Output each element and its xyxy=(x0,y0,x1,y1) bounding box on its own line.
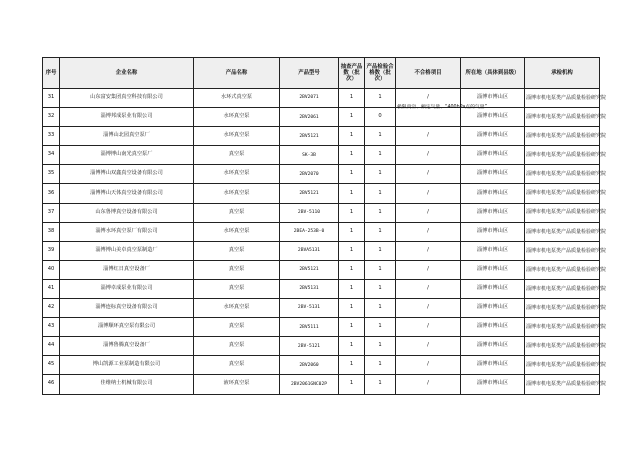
cell-company: 淄博顺环真空泵有限公司 xyxy=(60,318,194,337)
table-row xyxy=(43,108,600,127)
cell-company: 淄博博山南光真空泵厂 xyxy=(60,146,194,165)
cell-product: 真空泵 xyxy=(194,279,280,298)
table-row xyxy=(43,260,600,279)
cell-inspector: 淄博市机电泵类产品质量检验研究院 xyxy=(525,165,600,184)
cell-company: 淄博鲁腾真空设备厂 xyxy=(60,337,194,356)
cell-product: 真空泵 xyxy=(194,318,280,337)
cell-product: 真空泵 xyxy=(194,356,280,375)
table-row xyxy=(43,222,600,241)
table-row xyxy=(43,146,600,165)
cell-qualified: 1 xyxy=(365,165,396,184)
cell-failed-items: / xyxy=(396,279,461,298)
cell-inspector: 淄博市机电泵类产品质量检验研究院 xyxy=(525,222,600,241)
cell-qualified: 1 xyxy=(365,127,396,146)
cell-seq: 43 xyxy=(43,318,60,337)
cell-seq: 37 xyxy=(43,203,60,222)
cell-model: 2BV5121 xyxy=(280,184,339,203)
cell-product: 水环式真空泵 xyxy=(194,89,280,108)
cell-product: 真空泵 xyxy=(194,241,280,260)
cell-sampled: 1 xyxy=(339,89,365,108)
cell-seq: 33 xyxy=(43,127,60,146)
cell-sampled: 1 xyxy=(339,318,365,337)
cell-model: 2BV5111 xyxy=(280,318,339,337)
cell-inspector: 淄博市机电泵类产品质量检验研究院 xyxy=(525,337,600,356)
header-inspector: 承检机构 xyxy=(525,58,600,89)
cell-company: 淄博连标真空设备有限公司 xyxy=(60,299,194,318)
table-row xyxy=(43,279,600,298)
cell-sampled: 1 xyxy=(339,337,365,356)
inspection-results-table xyxy=(42,57,607,395)
cell-location: 淄博市博山区 xyxy=(461,108,525,127)
cell-sampled: 1 xyxy=(339,260,365,279)
cell-seq: 34 xyxy=(43,146,60,165)
table-row xyxy=(43,127,600,146)
cell-company: 山东鲁博真空设备有限公司 xyxy=(60,203,194,222)
table-row xyxy=(43,89,600,108)
cell-inspector: 淄博市机电泵类产品质量检验研究院 xyxy=(525,184,600,203)
header-location: 所在地（具体到县级） xyxy=(461,58,525,89)
cell-model: 2BV5131 xyxy=(280,279,339,298)
cell-company: 淄博卓成泵业有限公司 xyxy=(60,279,194,298)
cell-failed-items: / xyxy=(396,318,461,337)
cell-inspector: 淄博市机电泵类产品质量检验研究院 xyxy=(525,356,600,375)
cell-model: 2BVA5131 xyxy=(280,241,339,260)
cell-model: 2BV2060 xyxy=(280,356,339,375)
table-row xyxy=(43,299,600,318)
table-row xyxy=(43,241,600,260)
cell-sampled: 1 xyxy=(339,375,365,394)
cell-product: 水环真空泵 xyxy=(194,165,280,184)
cell-location: 淄博市博山区 xyxy=(461,127,525,146)
cell-location: 淄博市博山区 xyxy=(461,241,525,260)
cell-sampled: 1 xyxy=(339,279,365,298)
cell-sampled: 1 xyxy=(339,241,365,260)
cell-seq: 41 xyxy=(43,279,60,298)
cell-failed-items: / xyxy=(396,241,461,260)
cell-company: 淄博水环真空泵厂有限公司 xyxy=(60,222,194,241)
cell-inspector: 淄博市机电泵类产品质量检验研究院 xyxy=(525,146,600,165)
cell-inspector: 淄博市机电泵类产品质量检验研究院 xyxy=(525,318,600,337)
cell-inspector: 淄博市机电泵类产品质量检验研究院 xyxy=(525,203,600,222)
cell-qualified: 1 xyxy=(365,146,396,165)
cell-qualified: 1 xyxy=(365,375,396,394)
cell-location: 淄博市博山区 xyxy=(461,184,525,203)
cell-location: 淄博市博山区 xyxy=(461,299,525,318)
cell-location: 淄博市博山区 xyxy=(461,318,525,337)
cell-qualified: 1 xyxy=(365,318,396,337)
cell-location: 淄博市博山区 xyxy=(461,89,525,108)
cell-seq: 36 xyxy=(43,184,60,203)
cell-qualified: 1 xyxy=(365,279,396,298)
cell-failed-items: / xyxy=(396,375,461,394)
cell-location: 淄博市博山区 xyxy=(461,337,525,356)
table-row xyxy=(43,337,600,356)
cell-model: 2BV-5131 xyxy=(280,299,339,318)
header-seq: 序号 xyxy=(43,58,60,89)
cell-product: 真空泵 xyxy=(194,337,280,356)
cell-model: 2BV-5110 xyxy=(280,203,339,222)
table-row xyxy=(43,165,600,184)
cell-inspector: 淄博市机电泵类产品质量检验研究院 xyxy=(525,241,600,260)
cell-model: 2BV5121 xyxy=(280,127,339,146)
cell-inspector: 淄博市机电泵类产品质量检验研究院 xyxy=(525,375,600,394)
cell-failed-items: / xyxy=(396,184,461,203)
cell-location: 淄博市博山区 xyxy=(461,375,525,394)
cell-inspector: 淄博市机电泵类产品质量检验研究院 xyxy=(525,279,600,298)
cell-failed-items: / xyxy=(396,337,461,356)
cell-failed-items: / xyxy=(396,146,461,165)
cell-model: 2BV2070 xyxy=(280,165,339,184)
cell-seq: 44 xyxy=(43,337,60,356)
table-row xyxy=(43,375,600,394)
cell-qualified: 1 xyxy=(365,299,396,318)
cell-inspector: 淄博市机电泵类产品质量检验研究院 xyxy=(525,127,600,146)
header-company: 企业名称 xyxy=(60,58,194,89)
cell-failed-items: / xyxy=(396,260,461,279)
cell-location: 淄博市博山区 xyxy=(461,165,525,184)
cell-product: 水环真空泵 xyxy=(194,108,280,127)
cell-company: 淄博红日真空设备厂 xyxy=(60,260,194,279)
cell-failed-items xyxy=(396,105,487,127)
cell-product: 水环真空泵 xyxy=(194,299,280,318)
cell-qualified: 1 xyxy=(365,89,396,108)
table-row xyxy=(43,203,600,222)
cell-model: 2BV2061 xyxy=(280,108,339,127)
cell-failed-items: / xyxy=(396,222,461,241)
cell-product: 真空泵 xyxy=(194,260,280,279)
cell-location: 淄博市博山区 xyxy=(461,279,525,298)
cell-inspector: 淄博市机电泵类产品质量检验研究院 xyxy=(525,89,600,108)
table-row xyxy=(43,184,600,203)
cell-seq: 39 xyxy=(43,241,60,260)
cell-model: SK-3B xyxy=(280,146,339,165)
cell-company: 博山凯源工业泵制造有限公司 xyxy=(60,356,194,375)
cell-qualified: 1 xyxy=(365,184,396,203)
table-row xyxy=(43,356,600,375)
cell-sampled: 1 xyxy=(339,222,365,241)
cell-product: 水环真空泵 xyxy=(194,222,280,241)
header-product: 产品名称 xyxy=(194,58,280,89)
cell-qualified: 1 xyxy=(365,241,396,260)
cell-product: 真空泵 xyxy=(194,203,280,222)
cell-company: 佳维纳士机械有限公司 xyxy=(60,375,194,394)
cell-company: 淄博邦成泵业有限公司 xyxy=(60,108,194,127)
cell-failed-items: / xyxy=(396,165,461,184)
cell-company: 淄博博山天体真空设备有限公司 xyxy=(60,184,194,203)
header-qualified: 产品检验合格数（批次） xyxy=(365,58,396,89)
cell-product: 水环真空泵 xyxy=(194,184,280,203)
cell-seq: 38 xyxy=(43,222,60,241)
cell-inspector: 淄博市机电泵类产品质量检验研究院 xyxy=(525,260,600,279)
cell-failed-items: / xyxy=(396,127,461,146)
cell-seq: 35 xyxy=(43,165,60,184)
cell-seq: 46 xyxy=(43,375,60,394)
header-sampled: 抽查产品数（批次） xyxy=(339,58,365,89)
cell-location: 淄博市博山区 xyxy=(461,260,525,279)
cell-location: 淄博市博山区 xyxy=(461,222,525,241)
table-row xyxy=(43,318,600,337)
cell-seq: 40 xyxy=(43,260,60,279)
cell-inspector: 淄博市机电泵类产品质量检验研究院 xyxy=(525,299,600,318)
cell-sampled: 1 xyxy=(339,165,365,184)
cell-sampled: 1 xyxy=(339,184,365,203)
cell-qualified: 1 xyxy=(365,356,396,375)
cell-product: 真空泵 xyxy=(194,146,280,165)
cell-company: 淄博博山双鑫真空设备有限公司 xyxy=(60,165,194,184)
header-failed-items: 不合格项目 xyxy=(396,58,461,89)
cell-product: 液环真空泵 xyxy=(194,375,280,394)
cell-sampled: 1 xyxy=(339,356,365,375)
cell-sampled: 1 xyxy=(339,146,365,165)
cell-sampled: 1 xyxy=(339,127,365,146)
cell-qualified: 1 xyxy=(365,260,396,279)
failed-items-text: 极限真空、额定气量、“400hPa点的气量” xyxy=(397,105,487,111)
cell-model: 2BV5121 xyxy=(280,260,339,279)
cell-model: 2BV2061GNC02P xyxy=(280,375,339,394)
cell-failed-items: / xyxy=(396,203,461,222)
cell-model: 2BV-5121 xyxy=(280,337,339,356)
cell-sampled: 1 xyxy=(339,299,365,318)
cell-seq: 31 xyxy=(43,89,60,108)
cell-qualified: 0 xyxy=(365,108,396,127)
cell-model: 2BEA-253B-0 xyxy=(280,222,339,241)
cell-qualified: 1 xyxy=(365,337,396,356)
cell-failed-items: / xyxy=(396,89,461,108)
cell-location: 淄博市博山区 xyxy=(461,356,525,375)
cell-failed-items: / xyxy=(396,299,461,318)
header-row xyxy=(43,58,600,89)
cell-seq: 32 xyxy=(43,108,60,127)
cell-model: 2BV2071 xyxy=(280,89,339,108)
cell-company: 淄博博山美卓真空泵制造厂 xyxy=(60,241,194,260)
cell-seq: 45 xyxy=(43,356,60,375)
header-model: 产品型号 xyxy=(280,58,339,89)
cell-company: 淄博山北园真空泵厂 xyxy=(60,127,194,146)
cell-qualified: 1 xyxy=(365,222,396,241)
cell-location: 淄博市博山区 xyxy=(461,146,525,165)
cell-qualified: 1 xyxy=(365,203,396,222)
cell-failed-items: / xyxy=(396,356,461,375)
cell-seq: 42 xyxy=(43,299,60,318)
cell-location: 淄博市博山区 xyxy=(461,203,525,222)
cell-product: 水环真空泵 xyxy=(194,127,280,146)
cell-sampled: 1 xyxy=(339,108,365,127)
cell-sampled: 1 xyxy=(339,203,365,222)
cell-company: 山东富安集团真空科技有限公司 xyxy=(60,89,194,108)
cell-inspector: 淄博市机电泵类产品质量检验研究院 xyxy=(525,108,600,127)
